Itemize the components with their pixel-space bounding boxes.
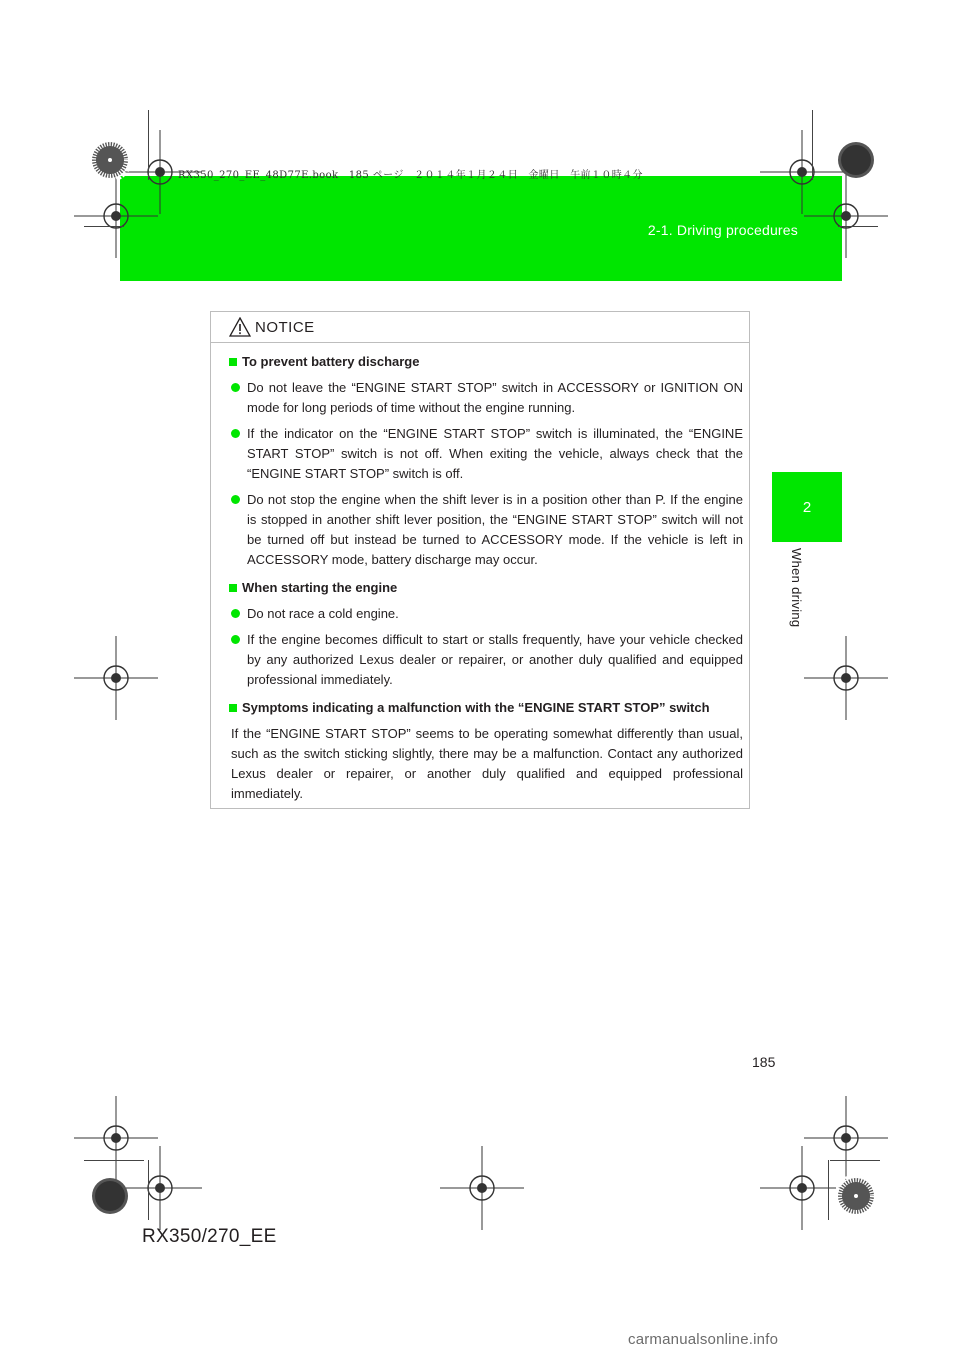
crop-line — [830, 1160, 880, 1161]
section-heading: When starting the engine — [229, 580, 743, 596]
header-bar — [120, 176, 842, 281]
model-label: RX350/270_EE — [142, 1226, 277, 1247]
notice-box — [210, 311, 750, 809]
notice-body — [229, 354, 743, 804]
bullet-dot-icon — [231, 383, 240, 392]
chapter-number: 2 — [802, 498, 812, 516]
sunburst-mark-icon — [836, 1176, 876, 1216]
square-bullet-icon — [229, 704, 237, 712]
sunburst-mark-icon — [836, 140, 876, 180]
section-heading: To prevent battery discharge — [229, 354, 743, 370]
crop-line — [812, 110, 813, 180]
list-item: Do not leave the “ENGINE START STOP” switch in ACCESSORY or IGNITION ON mode for long periods of time without the engine running. — [229, 378, 743, 418]
warning-icon — [229, 317, 251, 337]
sunburst-mark-icon — [90, 140, 130, 180]
bullet-dot-icon — [231, 495, 240, 504]
bullet-dot-icon — [231, 429, 240, 438]
chapter-label: When driving — [789, 548, 804, 628]
registration-mark-icon — [804, 174, 888, 258]
crop-line — [828, 1160, 829, 1220]
crop-line — [148, 1160, 149, 1220]
list-item: If the indicator on the “ENGINE START STOP” switch is illuminated, the “ENGINE START STOP” switch is not off. When exiting the vehicle, always check that the “ENGINE START STOP” switch is off. — [229, 424, 743, 484]
bullet-dot-icon — [231, 609, 240, 618]
print-info: RX350_270_EE_48D77E.book 185 ページ ２０１４年１月２４日 金曜日 午前１０時４分 — [178, 170, 643, 181]
section-heading: Symptoms indicating a malfunction with the “ENGINE START STOP” switch — [229, 700, 743, 716]
notice-header — [211, 312, 749, 343]
registration-mark-icon — [118, 1146, 202, 1230]
registration-mark-icon — [74, 636, 158, 720]
registration-mark-icon — [804, 1096, 888, 1180]
sunburst-mark-icon — [90, 1176, 130, 1216]
crop-line — [148, 110, 149, 180]
list-item: Do not stop the engine when the shift lever is in a position other than P. If the engine is stopped in another shift lever position, the “ENGINE START STOP” switch will not be turned off but instead be turned to ACCESSORY mode. If the vehicle is left in ACCESSORY mode, battery discharge may occur. — [229, 490, 743, 570]
crop-line — [838, 226, 878, 227]
registration-mark-icon — [804, 636, 888, 720]
crop-line — [84, 1160, 144, 1161]
notice-title: NOTICE — [255, 319, 315, 336]
list-item: If the engine becomes difficult to start or stalls frequently, have your vehicle checked by any authorized Lexus dealer or repairer, or another duly qualified and equipped professional immediately. — [229, 630, 743, 690]
page-number: 185 — [752, 1054, 776, 1070]
section-title: 2-1. Driving procedures — [647, 222, 798, 238]
watermark-link[interactable]: carmanualsonline.info — [628, 1331, 779, 1348]
registration-mark-icon — [118, 130, 202, 214]
list-item: Do not race a cold engine. — [229, 604, 743, 624]
square-bullet-icon — [229, 584, 237, 592]
chapter-tab — [772, 472, 842, 542]
bullet-dot-icon — [231, 635, 240, 644]
square-bullet-icon — [229, 358, 237, 366]
crop-line — [84, 226, 124, 227]
registration-mark-icon — [440, 1146, 524, 1230]
paragraph: If the “ENGINE START STOP” seems to be operating somewhat differently than usual, such as the switch sticking slightly, there may be a malfunction. Contact any authorized Lexus dealer or repairer, or another duly qualified and equipped professional immediately. — [231, 726, 743, 801]
